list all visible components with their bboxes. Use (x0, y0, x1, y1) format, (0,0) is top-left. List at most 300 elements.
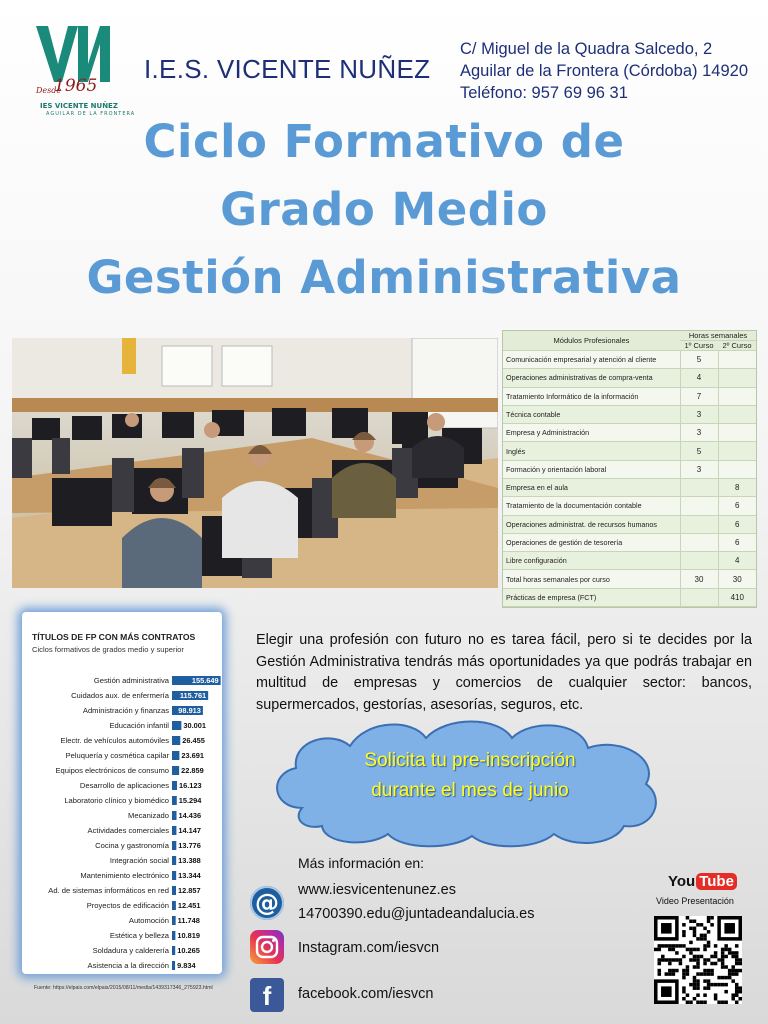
qr-module (714, 962, 718, 966)
chart-category-label: Laboratorio clínico y biomédico (64, 796, 169, 805)
qr-module (696, 979, 700, 983)
qr-module (703, 934, 707, 938)
title-line-2: Grado Medio (220, 183, 548, 236)
chart-category-label: Gestión administrativa (93, 676, 169, 685)
qr-module (696, 965, 700, 969)
qr-module (735, 955, 739, 959)
chart-category-label: Mantenimiento electrónico (80, 871, 169, 880)
module-hours-course1 (680, 478, 718, 496)
qr-module (668, 958, 672, 962)
chart-value-label: 30.001 (183, 721, 206, 730)
at-icon: @ (250, 886, 284, 920)
qr-module (658, 948, 662, 952)
module-hours-course1: 3 (680, 405, 718, 423)
module-row (503, 369, 756, 387)
module-row (503, 424, 756, 442)
qr-module (731, 997, 735, 1001)
chart-title: TÍTULOS DE FP CON MÁS CONTRATOS (32, 632, 196, 642)
cloud-line-2: durante el mes de junio (371, 780, 569, 801)
qr-module (682, 972, 686, 976)
chart-value-label: 13.344 (178, 871, 201, 880)
qr-module (703, 993, 707, 997)
qr-module (703, 979, 707, 983)
chart-value-label: 26.455 (182, 736, 205, 745)
qr-module (724, 1000, 728, 1004)
chart-value-label: 13.776 (178, 841, 201, 850)
module-name: Formación y orientación laboral (503, 460, 680, 478)
module-name: Operaciones de gestión de tesorería (503, 533, 680, 551)
qr-module (710, 962, 714, 966)
chart-category-label: Desarrollo de aplicaciones (79, 781, 169, 790)
qr-module (693, 920, 697, 924)
logo-vn-monogram (34, 24, 114, 84)
chart-bar (172, 736, 180, 745)
qr-module (682, 997, 686, 1001)
qr-module (717, 976, 721, 980)
qr-module (696, 948, 700, 952)
module-row (503, 588, 756, 606)
chart-bar (172, 946, 175, 955)
qr-module (700, 955, 704, 959)
module-name: Libre configuración (503, 552, 680, 570)
chart-value-label: 12.451 (177, 901, 201, 910)
qr-module (717, 983, 721, 987)
qr-module (710, 916, 714, 920)
qr-module (682, 923, 686, 927)
chart-value-label: 22.859 (181, 766, 204, 775)
qr-module (707, 979, 711, 983)
module-name: Operaciones administrat. de recursos humanos (503, 515, 680, 533)
qr-module (707, 941, 711, 945)
qr-module (689, 920, 693, 924)
qr-module (658, 958, 662, 962)
module-hours-course1: 5 (680, 442, 718, 460)
qr-module (693, 934, 697, 938)
instagram-link[interactable]: Instagram.com/iesvcn (298, 940, 440, 956)
chart-bar (172, 886, 176, 895)
title-line-1: Ciclo Formativo de (143, 115, 625, 168)
module-hours-course1: 5 (680, 351, 718, 369)
qr-module (728, 948, 732, 952)
contracts-chart (22, 612, 222, 974)
qr-module (700, 937, 704, 941)
address-city: Aguilar de la Frontera (Córdoba) 14920 (460, 62, 749, 80)
qr-module (735, 944, 739, 948)
qr-module (724, 955, 728, 959)
qr-finder (661, 923, 672, 934)
email-link[interactable]: 14700390.edu@juntadeandalucia.es (298, 906, 535, 922)
qr-module (731, 972, 735, 976)
qr-module (731, 993, 735, 997)
qr-module (714, 944, 718, 948)
qr-module (686, 916, 690, 920)
qr-module (731, 951, 735, 955)
qr-module (703, 958, 707, 962)
qr-module (679, 944, 683, 948)
chart-value-label: 13.388 (178, 856, 201, 865)
modules-table (502, 330, 757, 608)
qr-module (714, 951, 718, 955)
qr-module (682, 930, 686, 934)
qr-module (735, 958, 739, 962)
qr-module (735, 986, 739, 990)
qr-module (731, 965, 735, 969)
qr-module (686, 948, 690, 952)
qr-module (700, 972, 704, 976)
qr-module (668, 944, 672, 948)
chart-category-label: Soldadura y calderería (92, 946, 169, 955)
chart-category-label: Automoción (128, 916, 169, 925)
chart-category-label: Integración social (109, 856, 169, 865)
qr-module (717, 958, 721, 962)
qr-module (689, 983, 693, 987)
module-hours-course1 (680, 497, 718, 515)
qr-module (672, 958, 676, 962)
youtube-logo[interactable] (668, 873, 737, 890)
qr-module (693, 930, 697, 934)
module-name: Empresa y Administración (503, 424, 680, 442)
qr-module (707, 983, 711, 987)
module-hours-course2: 6 (718, 497, 756, 515)
chart-bar (172, 766, 179, 775)
module-row (503, 351, 756, 369)
qr-module (707, 916, 711, 920)
qr-module (689, 1000, 693, 1004)
qr-module (721, 1000, 725, 1004)
module-hours-course1: 30 (680, 570, 718, 588)
qr-module (724, 965, 728, 969)
qr-module (696, 958, 700, 962)
chart-bar (172, 961, 175, 970)
qr-module (710, 972, 714, 976)
qr-module (665, 972, 669, 976)
qr-module (738, 990, 742, 994)
qr-module (682, 944, 686, 948)
module-row (503, 442, 756, 460)
chart-category-label: Cocina y gastronomía (95, 841, 169, 850)
module-hours-course1: 7 (680, 387, 718, 405)
chart-bar (172, 916, 176, 925)
qr-module (696, 955, 700, 959)
chart-value-label: 11.748 (177, 916, 200, 925)
chart-value-label: 14.147 (178, 826, 202, 835)
facebook-icon[interactable]: f (250, 978, 284, 1012)
youtube-logo-tube: Tube (696, 873, 737, 890)
chart-value-label: 98.913 (178, 706, 201, 715)
school-name: I.E.S. VICENTE NUÑEZ (144, 54, 431, 84)
qr-module (721, 958, 725, 962)
qr-module (728, 969, 732, 973)
qr-module (731, 979, 735, 983)
chart-bar (172, 826, 176, 835)
qr-module (693, 983, 697, 987)
module-hours-course2: 410 (718, 588, 756, 606)
qr-module (668, 969, 672, 973)
logo-year: 1965 (54, 76, 98, 96)
module-name: Tratamiento de la documentación contable (503, 497, 680, 515)
qr-module (682, 969, 686, 973)
chart-category-label: Mecanizado (128, 811, 169, 820)
qr-module (724, 948, 728, 952)
qr-module (714, 993, 718, 997)
qr-module (710, 969, 714, 973)
chart-subtitle: Ciclos formativos de grados medio y superior (32, 645, 184, 654)
qr-module (661, 958, 665, 962)
qr-module (710, 955, 714, 959)
qr-module (738, 986, 742, 990)
module-hours-course1: 3 (680, 424, 718, 442)
modules-header-course2: 2º Curso (718, 341, 756, 351)
qr-module (661, 955, 665, 959)
school-address (460, 38, 748, 104)
module-hours-course1 (680, 552, 718, 570)
module-hours-course1: 4 (680, 369, 718, 387)
chart-category-label: Cuidados aux. de enfermería (71, 691, 169, 700)
modules-table-body (503, 351, 756, 607)
qr-module (658, 944, 662, 948)
qr-module (658, 962, 662, 966)
qr-module (696, 1000, 700, 1004)
chart-plot (22, 612, 222, 974)
chart-value-label: 115.761 (179, 691, 207, 700)
chart-category-label: Ad. de sistemas informáticos en red (48, 886, 169, 895)
module-name: Operaciones administrativas de compra-venta (503, 369, 680, 387)
qr-module (707, 986, 711, 990)
qr-module (700, 1000, 704, 1004)
qr-module (682, 955, 686, 959)
module-row (503, 515, 756, 533)
module-name: Prácticas de empresa (FCT) (503, 588, 680, 606)
qr-module (731, 955, 735, 959)
qr-module (724, 990, 728, 994)
chart-value-label: 9.834 (177, 961, 196, 970)
qr-module (686, 993, 690, 997)
qr-module (707, 930, 711, 934)
qr-module (693, 986, 697, 990)
qr-module (658, 969, 662, 973)
qr-module (686, 1000, 690, 1004)
qr-module (703, 927, 707, 931)
chart-bar (172, 781, 177, 790)
youtube-logo-you: You (668, 873, 696, 890)
chart-category-label: Administración y finanzas (82, 706, 169, 715)
logo-subtitle: AGUILAR DE LA FRONTERA (46, 111, 136, 117)
module-hours-course2: 4 (718, 552, 756, 570)
qr-module (696, 937, 700, 941)
chart-category-label: Equipos electrónicos de consumo (55, 766, 169, 775)
qr-module (724, 983, 728, 987)
qr-module (696, 962, 700, 966)
qr-module (735, 972, 739, 976)
module-hours-course2 (718, 405, 756, 423)
chart-value-label: 10.265 (177, 946, 200, 955)
description-paragraph: Elegir una profesión con futuro no es tarea fácil, pero si te decides por la Gestión Administrativa tendrás más oportunidades ya que podrás trabajar en multitud de empresas y comercios de cualquier sector: bancos, supermercados, gestorías, asesorías, seguros, etc. (256, 632, 752, 713)
qr-module (675, 969, 679, 973)
qr-module (703, 972, 707, 976)
module-hours-course2 (718, 442, 756, 460)
qr-module (738, 997, 742, 1001)
qr-module (693, 948, 697, 952)
chart-value-label: 10.819 (177, 931, 200, 940)
modules-header-course1: 1º Curso (680, 341, 718, 351)
qr-module (689, 927, 693, 931)
qr-module (665, 944, 669, 948)
qr-module (731, 969, 735, 973)
instagram-glyph (250, 930, 284, 964)
qr-finder (661, 986, 672, 997)
qr-module (654, 948, 658, 952)
module-row (503, 478, 756, 496)
qr-module (696, 993, 700, 997)
qr-module (738, 958, 742, 962)
qr-module (668, 972, 672, 976)
qr-module (665, 958, 669, 962)
chart-bar (172, 901, 176, 910)
chart-bar (172, 811, 177, 820)
qr-module (679, 962, 683, 966)
qr-module (686, 972, 690, 976)
qr-module (693, 979, 697, 983)
module-row (503, 460, 756, 478)
chart-bar (172, 856, 176, 865)
qr-module (707, 958, 711, 962)
qr-module (693, 927, 697, 931)
qr-module (721, 948, 725, 952)
qr-module (686, 965, 690, 969)
instagram-icon[interactable] (250, 930, 284, 964)
chart-category-label: Electr. de vehículos automóviles (60, 736, 169, 745)
qr-module (682, 986, 686, 990)
qr-module (693, 955, 697, 959)
qr-module (693, 997, 697, 1001)
qr-module (689, 948, 693, 952)
qr-module (675, 951, 679, 955)
qr-module (721, 976, 725, 980)
facebook-link[interactable]: facebook.com/iesvcn (298, 986, 434, 1002)
qr-module (721, 962, 725, 966)
module-hours-course2: 6 (718, 533, 756, 551)
chart-bar (172, 721, 181, 730)
chart-bar (172, 931, 175, 940)
chart-bar (172, 841, 176, 850)
chart-bar (172, 871, 176, 880)
qr-module (686, 969, 690, 973)
module-row (503, 533, 756, 551)
qr-module (717, 1000, 721, 1004)
module-hours-course1: 3 (680, 460, 718, 478)
qr-module (728, 972, 732, 976)
page-title (0, 108, 768, 312)
chart-category-label: Actividades comerciales (87, 826, 169, 835)
qr-module (668, 948, 672, 952)
qr-module (735, 1000, 739, 1004)
module-name: Inglés (503, 442, 680, 460)
qr-module (738, 962, 742, 966)
qr-module (707, 969, 711, 973)
qr-module (735, 962, 739, 966)
module-hours-course2 (718, 424, 756, 442)
qr-module (735, 993, 739, 997)
qr-module (658, 972, 662, 976)
module-row (503, 552, 756, 570)
qr-module (682, 976, 686, 980)
qr-module (696, 923, 700, 927)
qr-module (728, 976, 732, 980)
module-row (503, 387, 756, 405)
module-hours-course2: 8 (718, 478, 756, 496)
module-name: Empresa en el aula (503, 478, 680, 496)
chart-category-label: Proyectos de edificación (86, 901, 169, 910)
qr-module (672, 948, 676, 952)
qr-module (703, 948, 707, 952)
qr-code[interactable] (654, 916, 742, 1004)
qr-module (700, 923, 704, 927)
chart-bar (172, 796, 177, 805)
qr-module (689, 941, 693, 945)
youtube-caption: Video Presentación (656, 896, 734, 906)
chart-value-label: 23.691 (181, 751, 205, 760)
module-name: Total horas semanales por curso (503, 570, 680, 588)
qr-module (679, 958, 683, 962)
qr-module (668, 962, 672, 966)
module-row (503, 497, 756, 515)
school-logo (34, 20, 136, 117)
chart-value-label: 15.294 (178, 796, 202, 805)
classroom-illustration (12, 338, 498, 588)
qr-module (721, 983, 725, 987)
qr-module (707, 920, 711, 924)
module-row (503, 405, 756, 423)
chart-category-label: Peluquería y cosmética capilar (65, 751, 169, 760)
address-phone: Teléfono: 957 69 96 31 (460, 84, 628, 102)
module-hours-course2 (718, 387, 756, 405)
qr-module (703, 937, 707, 941)
qr-module (700, 934, 704, 938)
address-street: C/ Miguel de la Quadra Salcedo, 2 (460, 40, 713, 58)
qr-module (728, 951, 732, 955)
qr-module (738, 969, 742, 973)
chart-value-label: 16.123 (179, 781, 202, 790)
chart-bar (172, 751, 179, 760)
website-link[interactable]: www.iesvicentenunez.es (298, 882, 456, 898)
chart-category-label: Asistencia a la dirección (87, 961, 169, 970)
module-hours-course2: 30 (718, 570, 756, 588)
qr-finder (724, 923, 735, 934)
module-row (503, 570, 756, 588)
qr-module (693, 976, 697, 980)
module-hours-course1 (680, 533, 718, 551)
qr-module (707, 972, 711, 976)
qr-module (696, 983, 700, 987)
qr-module (714, 955, 718, 959)
qr-module (675, 944, 679, 948)
chart-category-label: Educación infantil (109, 721, 169, 730)
qr-module (721, 955, 725, 959)
qr-module (703, 962, 707, 966)
qr-module (703, 1000, 707, 1004)
qr-module (693, 958, 697, 962)
qr-module (724, 976, 728, 980)
classroom-photo (12, 338, 498, 588)
qr-module (735, 969, 739, 973)
chart-value-label: 14.436 (178, 811, 202, 820)
qr-module (696, 986, 700, 990)
qr-module (689, 951, 693, 955)
qr-module (672, 969, 676, 973)
qr-module (710, 923, 714, 927)
module-hours-course1 (680, 515, 718, 533)
qr-module (710, 983, 714, 987)
